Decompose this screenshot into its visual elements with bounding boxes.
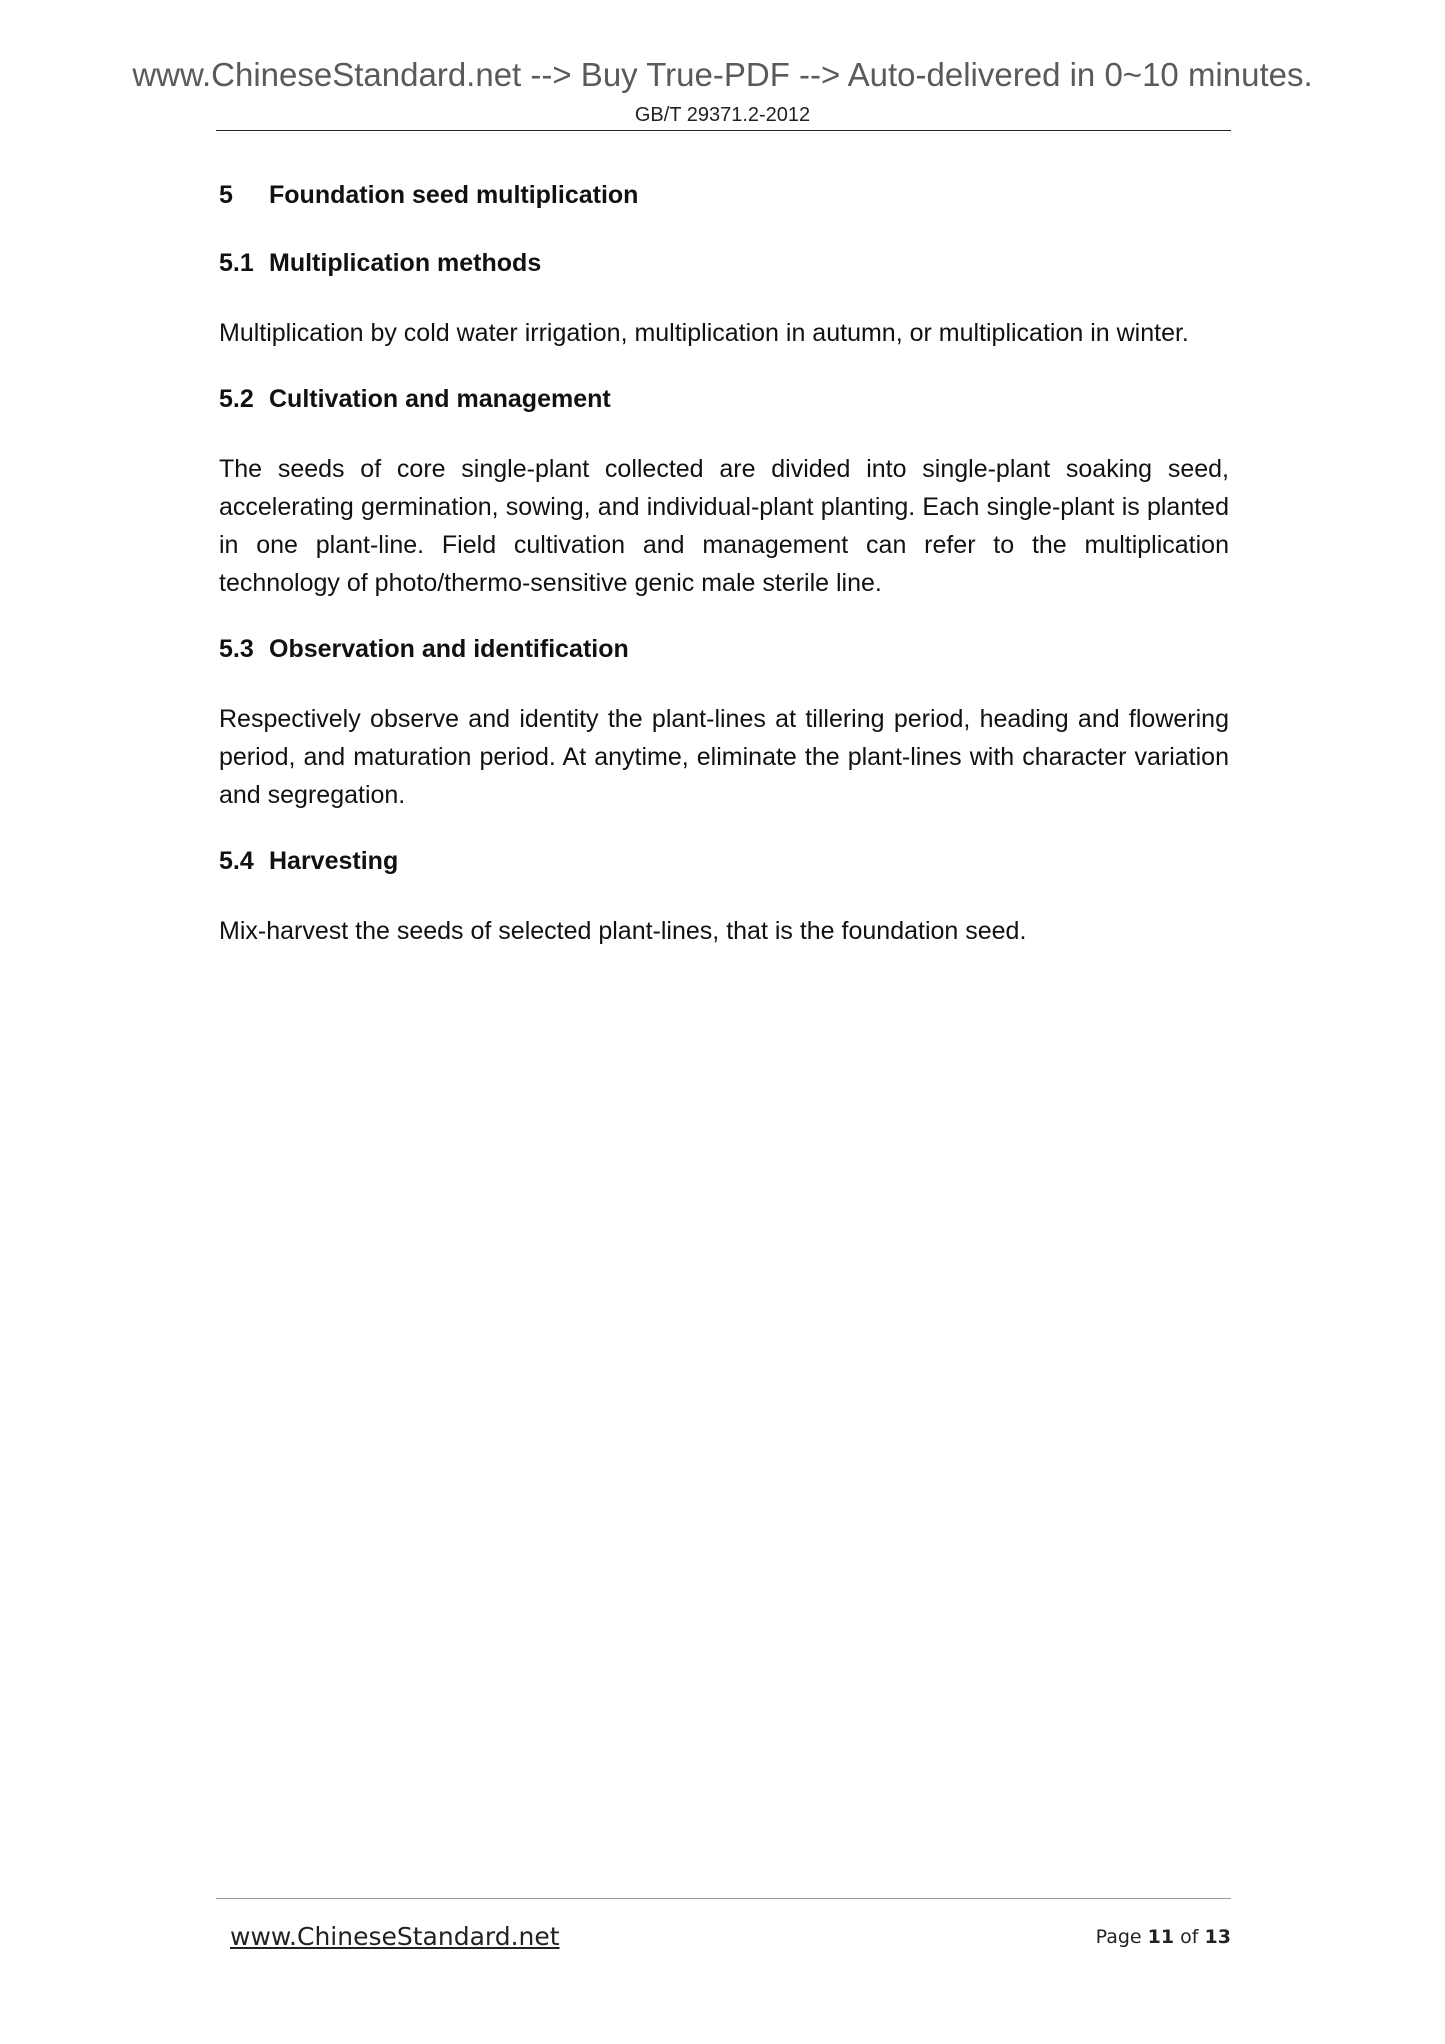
section-heading-5-2 (219, 382, 1229, 416)
section-number: 5.1 (219, 249, 254, 277)
site-banner: www.ChineseStandard.net --> Buy True-PDF --> Auto-delivered in 0~10 minutes. (132, 56, 1313, 93)
footer-website-link[interactable]: www.ChineseStandard.net (230, 1922, 560, 1951)
section-number: 5 (219, 181, 233, 209)
section-paragraph-5-3: Respectively observe and identity the plant-lines at tillering period, heading and flowering period, and maturation period. At anytime, eliminate the plant-lines with character variation and segregation. (219, 705, 1229, 809)
page-of-label: of (1180, 1926, 1199, 1948)
section-paragraph-5-2: The seeds of core single-plant collected are divided into single-plant soaking seed, accelerating germination, sowing, and individual-plant planting. Each single-plant is planted in one plant-line. Field cultivation and management can refer to the multiplication technology of photo/thermo-sensitive genic male sterile line. (219, 455, 1229, 597)
section-number: 5.3 (219, 635, 254, 663)
page-indicator (1096, 1926, 1231, 1948)
section-heading-5 (219, 178, 1229, 212)
page-current: 11 (1147, 1926, 1175, 1948)
page-total: 13 (1204, 1926, 1231, 1948)
section-title: Observation and identification (269, 635, 629, 663)
document-body (219, 178, 1229, 980)
section-title: Multiplication methods (269, 249, 542, 277)
section-number: 5.4 (219, 847, 254, 875)
section-title: Foundation seed multiplication (269, 181, 639, 209)
section-title: Cultivation and management (269, 385, 611, 413)
document-code: GB/T 29371.2-2012 (634, 104, 811, 126)
section-title: Harvesting (269, 847, 399, 875)
page-label: Page (1095, 1926, 1142, 1948)
header-divider (216, 130, 1231, 131)
section-heading-5-4 (219, 844, 1229, 878)
section-paragraph-5-1: Multiplication by cold water irrigation, multiplication in autumn, or multiplication in winter. (219, 319, 1189, 347)
section-number: 5.2 (219, 385, 254, 413)
section-heading-5-1 (219, 246, 1229, 280)
section-heading-5-3 (219, 632, 1229, 666)
section-paragraph-5-4: Mix-harvest the seeds of selected plant-lines, that is the foundation seed. (219, 917, 1027, 945)
footer-divider (216, 1898, 1231, 1899)
